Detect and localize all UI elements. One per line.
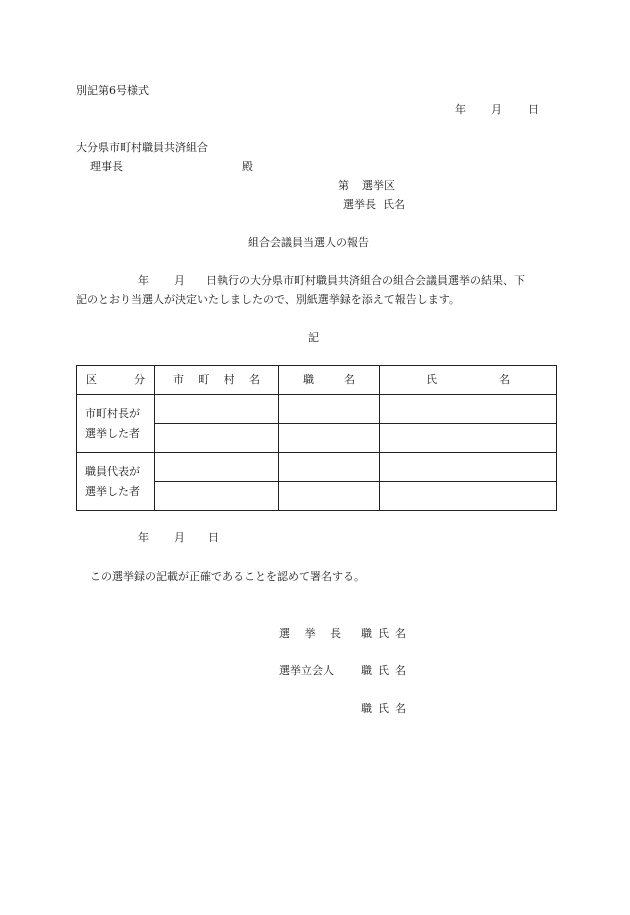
body-month: 月 xyxy=(174,274,185,287)
table-row xyxy=(77,453,557,482)
header-cell-municipality: 市 町 村 名 xyxy=(155,366,279,395)
elected-table xyxy=(76,365,557,511)
sign-date-day: 日 xyxy=(208,531,219,544)
cell-position xyxy=(279,424,380,453)
header-cell-category: 区 分 xyxy=(77,366,155,395)
district-prefix: 第 xyxy=(338,179,349,192)
sign-date-month: 月 xyxy=(174,531,185,544)
cell-position xyxy=(279,482,380,511)
group-label-mayor: 市町村長が 選挙した者 xyxy=(77,395,155,453)
chair-name-label: 氏名 xyxy=(383,198,405,211)
addressee-title: 理事長 xyxy=(90,160,123,173)
cell-name xyxy=(380,453,557,482)
signature-role-witness: 選挙立会人 xyxy=(279,664,334,677)
header-cell-position: 職 名 xyxy=(279,366,380,395)
table-header-row xyxy=(77,366,557,395)
body-year: 年 xyxy=(138,274,149,287)
district-suffix: 選挙区 xyxy=(362,179,395,192)
signature-label-witness: 職 氏 名 xyxy=(361,664,406,677)
body-line1: 日執行の大分県市町村職員共済組合の組合会議員選挙の結果、下 xyxy=(206,274,525,287)
cell-municipality xyxy=(155,395,279,424)
cell-name xyxy=(380,424,557,453)
cell-name xyxy=(380,482,557,511)
header-date-month: 月 xyxy=(491,103,502,116)
cell-municipality xyxy=(155,453,279,482)
signature-label-chair: 職 氏 名 xyxy=(361,627,406,640)
cell-position xyxy=(279,395,380,424)
addressee-org: 大分県市町村職員共済組合 xyxy=(76,141,208,154)
form-label: 別記第6号様式 xyxy=(76,84,149,97)
cell-name xyxy=(380,395,557,424)
certify-statement: この選挙録の記載が正確であることを認めて署名する。 xyxy=(90,570,365,583)
body-line2: 記のとおり当選人が決定いたしましたので、別紙選挙録を添えて報告します。 xyxy=(76,293,460,306)
header-cell-name: 氏 名 xyxy=(380,366,557,395)
chair-label: 選挙長 xyxy=(343,198,376,211)
signature-label-second-witness: 職 氏 名 xyxy=(361,702,406,715)
header-date-day: 日 xyxy=(528,103,539,116)
cell-municipality xyxy=(155,482,279,511)
header-date-year: 年 xyxy=(455,103,466,116)
ki-mark: 記 xyxy=(308,331,319,344)
sign-date-year: 年 xyxy=(138,531,149,544)
table-row xyxy=(77,395,557,424)
cell-municipality xyxy=(155,424,279,453)
signature-role-chair: 選 挙 長 xyxy=(279,627,341,640)
group-label-staff: 職員代表が 選挙した者 xyxy=(77,453,155,511)
document-title: 組合会議員当選人の報告 xyxy=(248,236,369,249)
addressee-honorific: 殿 xyxy=(242,160,253,173)
cell-position xyxy=(279,453,380,482)
